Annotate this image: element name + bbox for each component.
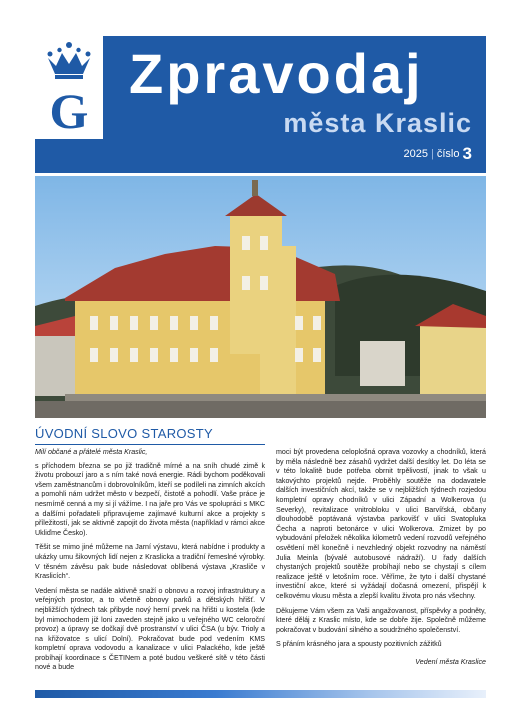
town-hall-photo bbox=[35, 176, 486, 418]
issue-year: 2025 bbox=[403, 148, 428, 160]
logo-letter: G bbox=[49, 83, 89, 139]
article-column-right bbox=[276, 448, 486, 672]
issue-number: 3 bbox=[462, 144, 472, 163]
footer-band bbox=[35, 690, 486, 698]
crown-icon bbox=[48, 42, 91, 79]
masthead bbox=[35, 36, 486, 173]
article-signoff: Vedení města Kraslice bbox=[415, 657, 486, 666]
issue-info: 2025 | číslo 3 bbox=[403, 144, 472, 163]
article-greeting: Milí občané a přátelé města Kraslic, bbox=[35, 448, 148, 456]
city-logo bbox=[35, 36, 103, 139]
newsletter-title: Zpravodaj bbox=[129, 42, 424, 105]
article-paragraph: Děkujeme Vám všem za Vaši angažovanost, příspěvky a podněty, které děláj z Kraslic místo, kde se dobře žije. Společně můžeme pokračovat v budování silného a soudržného společenství. bbox=[276, 606, 486, 634]
section-heading: ÚVODNÍ SLOVO STAROSTY bbox=[35, 426, 265, 445]
article-paragraph: S přáním krásného jara a spousty pozitivních zážitků bbox=[276, 640, 442, 649]
article-paragraph: moci být provedena celoplošná oprava vozovky a chodníků, která by měla následně bez zásahů vydržet další desítky let. Do léta se v této lokalitě bude potřeba obrnit trpělivostí, jinak to však u takovýchto projektů nejde. Proběhly soutěže na dodavatele dalších investičních akcí, takže se v nejbližších týdnech rozjedou kompletní opravy chodníků v ulici Západní a Wolkerova (u Severky), revitalizace vnitrobloku v ulici Barvířská, občany dlouhodobě poptávaná výstavba parkovišť v ulici Svatopluka Čecha a naproti betonárce v ulici Wolkerova. Zmizet by po vybudování přeložek několika kilometrů vedení rozvodů veřejného osvětlení měl konečně i nevzhledný objekt rozvodny na náměstí Julia Meinla (bývalé autobusové nádraží). U řady dalších chystaných projektů soutěže probíhají nebo se chystají s cílem realizace ještě v letošním roce. Věříme, že tyto i další chystané investiční akce, které si vyžádají dočasná omezení, přispějí k celkovému vkusu města a zlepší kvalitu života pro nás všechny. bbox=[276, 448, 486, 600]
article-paragraph: Vedení města se nadále aktivně snaží o obnovu a rozvoj infrastruktury a veřejných prostor, a to včetně obnovy parků a dětských hřišť. V nejbližších týdnech tak přibyde nový herní prvek na hřišti u kostela (kde byl mimochodem již loni zaveden stejně jako u veřejného WC celoroční provoz) a úpravy se dočkají dvě prostranství v ulici ČSA (u býv. Trioly a na křižovatce s ulicí Dolní). Pokračovat bude pod vedením KMS kompletní oprava vodovodu a kanalizace v ulici Palackého, kde ještě probíhají koordinace s ČETINem a poté budou veškeré sítě v této části nové a bude bbox=[35, 586, 265, 672]
article-paragraph: Těšit se mimo jiné můžeme na Jarní výstavu, která nabídne i produkty a ukázky umu šikovných lidí nejen z Kraslicka a tradiční řemeslné výrobky. V těsném závěsu pak bude následovat oblíbená výstava „Krasliče v Kraslicích“. bbox=[35, 543, 265, 581]
article-paragraph: s příchodem března se po již tradičně mírné a na sníh chudé zimě k životu probouzí jaro a s ním také nová energie. Rádi bychom poděkovali všem zaměstnancům i dobrovolníkům, kteří se podíleli na zimních akcích a pomohli nám udržet město v bezpečí, čistotě a pohodlí. Vaše práce je nesmírně cenná a my si jí vážíme. I na jaře pro Vás ve spolupráci s MKC a dalšími pořadateli připravujeme zajímavé kulturní akce a projekty s příležitostí, jak se aktivně zapojit do života města (například v rámci akce Ukliďme Česko). bbox=[35, 461, 265, 537]
article-column-left bbox=[35, 448, 265, 678]
issue-label: číslo bbox=[436, 148, 460, 160]
newsletter-subtitle: města Kraslic bbox=[283, 108, 472, 138]
